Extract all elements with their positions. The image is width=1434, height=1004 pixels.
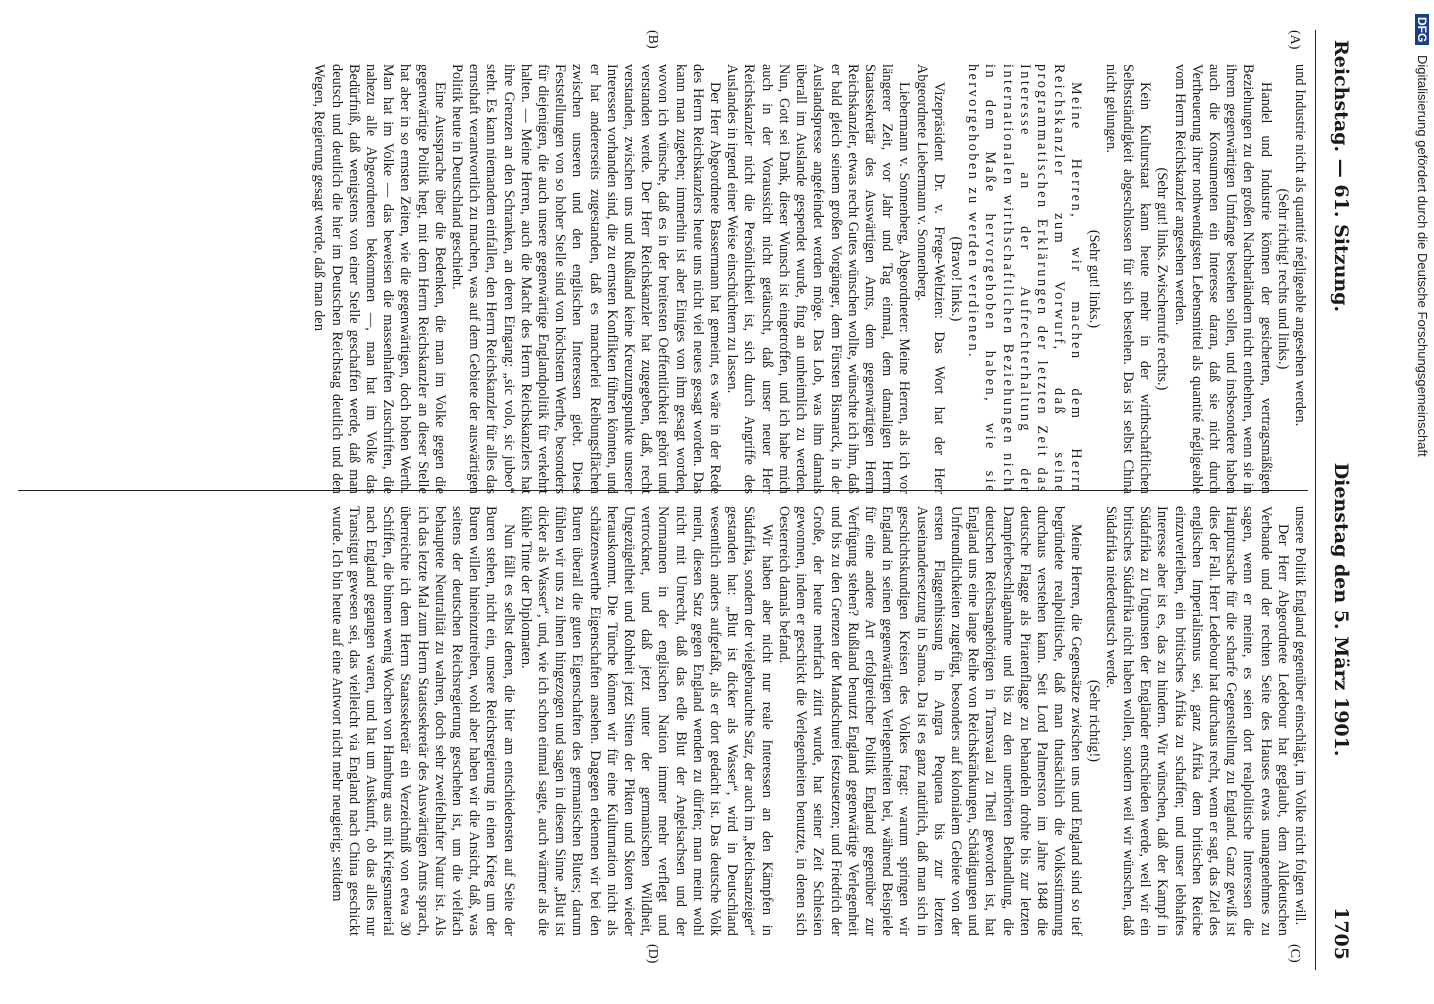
page-header: [1322, 40, 1352, 960]
digitization-note: Digitalisierung gefördert durch die Deutsche Forschungsgemeinschaft: [1415, 54, 1430, 457]
speech-paragraph: Der Herr Abgeordnete Bassermann hat gemeint, es wäre in der Rede des Herrn Reichskanzlers heute uns nicht viel neues gesagt worden. Das kann man zugeben; immerhin ist aber Einiges von ihm gesagt worden, wovon ich wünsche, daß es in der breitesten Oeffentlichkeit gehört und verstanden werde. Der Herr Reichskanzler hat zugegeben, daß, recht verstanden, zwischen uns und Rußland keine Kreuzungspunkte unserer Interessen vorhanden sind, die zu ernsten Konflikten führen könnten, und er hat andererseits zugestanden, daß es mancherlei Reibungsflächen zwischen unseren und den englischen Interessen giebt. Diese Feststellungen von so hoher Stelle sind von höchstem Werthe, besonders für diejenigen, die auch unsere gegenwärtige Englandpolitik für verkehrt halten. — Meine Herren, auch die Macht des Herrn Reichskanzlers hat ihre Grenzen an den Schranken, an deren Eingang: „sic volo, sic jubeo“ steht. Es kann niemandem einfallen, den Herrn Reichskanzler für alles das ernsthaft verantwortlich zu machen, was auf dem Gebiete der auswärtigen Politik heute in Deutschland geschieht.: [449, 64, 724, 494]
interjection: (Sehr richtig! rechts und links.): [1274, 188, 1291, 370]
header-session: Reichstag. — 61. Sitzung.: [1330, 40, 1352, 313]
speech-paragraph: Liebermann v. Sonnenberg, Abgeordneter: Meine Herren, als ich vor längerer Zeit, vor Jahr und Tag einmal, dem damaligen Herrn Staatssekretär des Auswärtigen Amts, dem gegenwärtigen Herrn Reichskanzler, etwas recht Gutes wünschen wollte, wünschte ich ihm, daß er bald gleich seinem großen Vorgänger, dem Fürsten Bismarck, in der Auslandspresse angefeindet werden möge. Das Lob, was ihm damals überall im Auslande gespendet wurde, fing an unheimlich zu werden. Nun, Gott sei Dank, dieser Wunsch ist eingetroffen, und ich habe mich auch in der Voraussicht nicht getäuscht, daß unser neuer Herr Reichskanzler nicht die Persönlichkeit ist, sich durch Angriffe des Auslandes in irgend einer Weise einschüchtern zu lassen.: [724, 64, 913, 494]
text-column-left: [18, 64, 1308, 494]
paragraph: Meine Herren, die Gegensätze zwischen uns und England sind so tief begründete realpolitische, daß man thatsächlich die Volksstimmung durchaus verstehen kann. Seit Lord Palmerston im Jahre 1848 die deutsche Flagge als Piratenflagge zu behandeln drohte bis zur letzten Dampferbeschlagnahme und bis zu den unerhörten Behandlung, die deutschen Reichsangehörigen in Transvaal zu Theil geworden ist, hat England uns eine lange Reihe von Reichskränkungen, Schädigungen und Unfreundlichkeiten zugefügt, besonders auf kolonialem Gebiete von der ersten Flaggenhissung in Angra Pequena bis zur letzten Auseinandersetzung in Samoa. Da ist es ganz natürlich, daß man sich in geschichtskundigen Kreisen des Volkes fragt: warum springen wir England in seinen gegenwärtigen Verlegenheiten bei, während Beispiele für eine andere Art erfolgreicher Politik England gegenüber zur Verfügung stehen? Rußland benutzt England gegenwärtige Verlegenheit und bis zu den Grenzen der Mandschurei festzusetzen; und Friedrich der Große, der heute mehrfach zitirt wurde, hat seiner Zeit Schlesien gewonnen, indem er geschickt die Verlegenheiten benutzte, in denen sich Oesterreich damals befand.: [775, 506, 1085, 936]
speech-paragraph: Eine Aussprache über die Bedenken, die man im Volke gegen die gegenwärtige Politik hegt, mit dem Herrn Reichskanzler an dieser Stelle hat aber in so ernsten Zeiten, wie die gegenwärtigen, doch hohen Werth. Man hat im Volke — das beweisen die massenhaften Zuschriften, die nahezu alle Abgeordneten bekommen —, man hat im Volke das Bedürfniß, daß wenigstens von einer Stelle geschaffen werde, daß man deutsch und deutlich die hier im Deutschen Reichstag deutlich und den Wegen, Regierung gesagt werde, daß man den: [311, 64, 448, 494]
column-divider: [18, 490, 1308, 491]
interjection: (Bravo! links.): [947, 236, 964, 322]
interjection: (Sehr gut! links. Zwischenrufe rechts.): [1154, 167, 1171, 391]
paragraph: Wir haben aber nicht nur reale Interessen an den Kämpfen in Südafrika, sondern der vielgebrauchte Satz, der auch im „Reichsanzeiger“ gestanden hat: „Blut ist dicker als Wasser“, wird in Deutschland wesentlich anders aufgefaßt, als er dort gedacht ist. Das deutsche Volk meint, diesen Satz gegen England wenden zu dürfen; man meint wohl nicht mit Unrecht, daß das edle Blut der Angelsachsen und der Normannen in der englischen Nation immer mehr verflegt und vertrocknet, und daß jetzt unter der germanischen Wildheit, Ungezügeltheit und Rohheit jetzt Sitten der Pikten und Skoten wieder herauskommt. Die Tünche können wir für eine Kulturnation nicht als schätzenswerthe Eigenschaften ansehen. Dagegen erkennen wir bei den Buren überall die guten Eigenschaften des germanischen Blutes; darum fühlen wir uns zu ihnen hingezogen und sagen in diesem Sinne „Blut ist dicker als Wasser“, und, wie ich schon einmal sagte, auch wärmer als die kühle Tinte der Diplomaten.: [517, 506, 775, 936]
paragraph: Der Herr Abgeordnete Ledebour hat geglaubt, dem Alldeutschen Verbande und der rechten Seite des Hauses etwas unangenehmes zu sagen, wenn er meinte, es seien dort realpolitische Interessen die Hauptursache für die scharfe Gegenstellung zu England. Ganz gewiß ist dies der Fall. Herr Ledebour hat durchaus recht, wenn er sagt, das Ziel des englischen Imperialismus sei, ganz Afrika dem britischen Reiche einzuverleiben, ein britisches Afrika zu schaffen; und unser lebhaftes Interesse aber ist es, das zu hindern. Wir wünschen, daß der Kampf in Südafrika zu Ungunsten der Engländer entschieden werde, weil wir ein britisches Südafrika nicht haben wollen, sondern weil wir wünschen, daß Südafrika niederdeutsch werde.: [1102, 506, 1291, 936]
header-date: Dienstag den 5. März 1901.: [1330, 462, 1352, 757]
digitization-stamp: [1408, 0, 1432, 1000]
header-rule: [1315, 30, 1316, 970]
dfg-logo: DFG: [1415, 14, 1429, 45]
page-number: 1705: [1330, 907, 1352, 960]
margin-mark-d: (D): [645, 944, 660, 964]
paragraph: Kein Kulturstaat kann heute mehr in der wirthschaftlichen Selbstständigkeit abgeschlossen für sich bestehen. Das ist selbst China nicht gelungen.: [1102, 64, 1154, 494]
interjection: (Sehr gut! links.): [1085, 229, 1102, 329]
margin-mark-b: (B): [645, 30, 660, 49]
paragraph: unsere Politik England gegenüber einschlägt, im Volke nicht folgen will.: [1292, 506, 1308, 926]
paragraph: Nun fällt es selbst denen, die hier am entschiedensten auf Seite der Buren stehen, nicht ein, unsere Reichsregierung in einen Krieg um der Buren willen hineinzutreiben, wohl aber haben wir die Ansicht, daß, was seitens der deutschen Reichsregierung geschehen ist, um die vielfach behauptete Neutralität zu wahren, doch sehr zweifelhafter Natur ist. Als ich das letzte Mal zum Herrn Staatssekretär des Auswärtigen Amts sprach, überreichte ich dem Herrn Staatssekretär ein Verzeichniß von etwa 30 Schiffen, die binnen wenig Wochen von Hamburg aus mit Kriegsmaterial nach England gegangen waren, und hat um Auskunft, ob das alles nur Transitgut gewesen sei, das vielleicht via England nach China geschickt wurde. Ich bin heute auf eine Antwort nicht mehr neugierig; seitdem: [328, 506, 517, 936]
paragraph: Handel und Industrie können der gesicherten, vertragsmäßigen Beziehungen zu den großen Nachbarländern nicht entbehren, wenn sie in ihrem gegenwärtigen Umfange bestehen sollen, und insbesondere haben auch die Konsumenten ein Interesse daran, daß sie nicht durch Vertheuerung ihrer nothwendigsten Lebensmittel als quantité négligeable vom Herrn Reichskanzler angesehen werden.: [1171, 64, 1274, 494]
margin-mark-c: (C): [1287, 944, 1302, 963]
paragraph: Meine Herren, wir machen dem Herrn Reichskanzler zum Vorwurf, daß seine programmatischen Erklärungen der letzten Zeit das Interesse an der Aufrechterhaltung der internationalen wirthschaftlichen Beziehungen nicht in dem Maße hervorgehoben haben, wie sie hervorgehoben zu werden verdienen.: [965, 64, 1085, 494]
text-column-right: [18, 506, 1308, 936]
speaker-announcement: Vizepräsident Dr. v. Frege-Weltzien: Das Wort hat der Herr Abgeordnete Liebermann v. Sonnenberg.: [913, 64, 947, 494]
paragraph: und Industrie nicht als quantité négligeable angesehen werden.: [1292, 64, 1308, 427]
margin-mark-a: (A): [1287, 30, 1302, 50]
interjection: (Sehr richtig!): [1085, 679, 1102, 763]
